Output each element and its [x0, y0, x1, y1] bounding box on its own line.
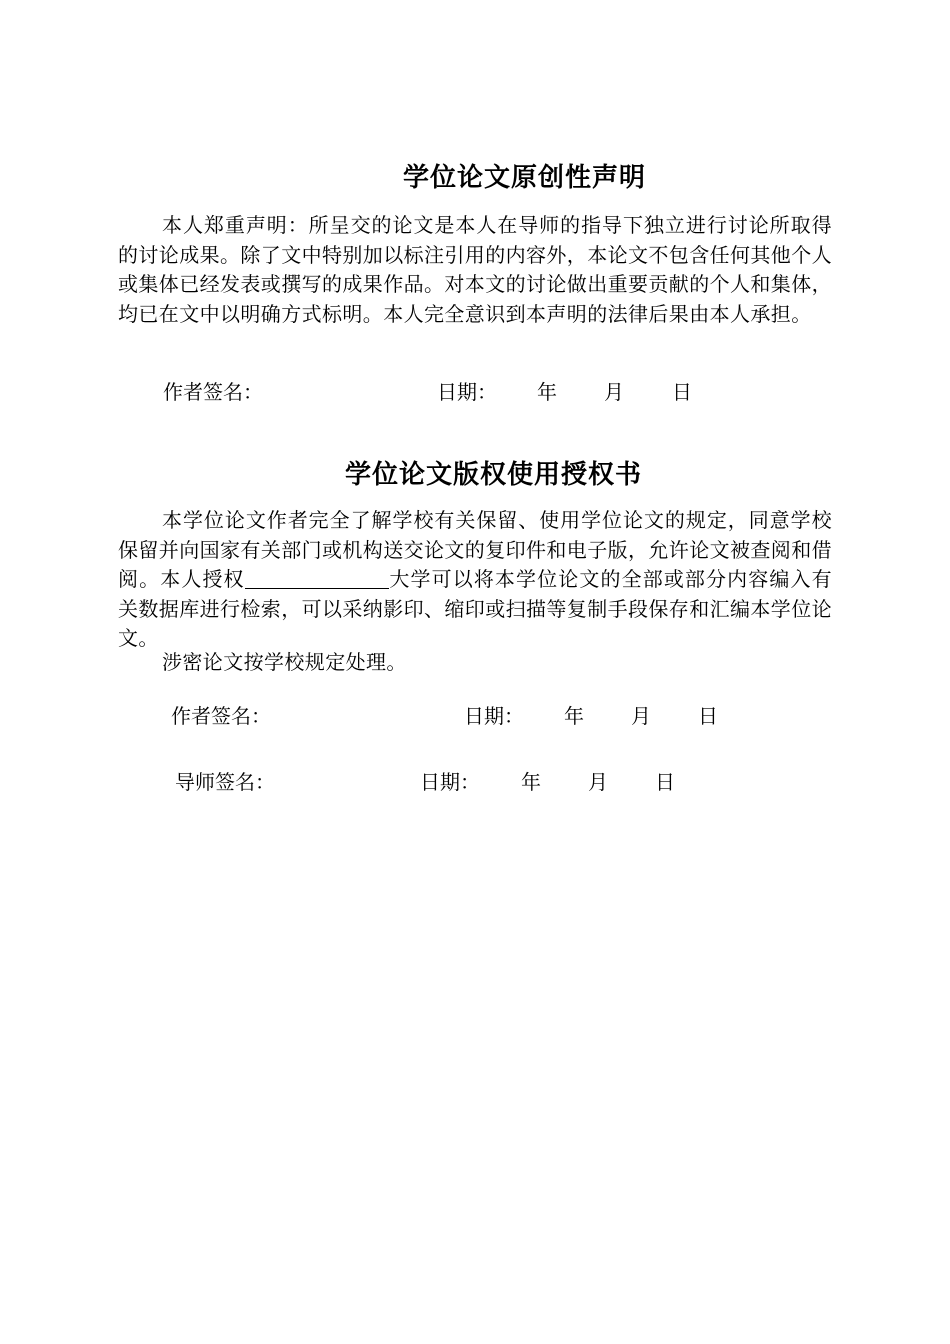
date-label: 日期： — [420, 770, 480, 794]
supervisor-signature-line — [0, 770, 950, 794]
university-name-blank[interactable] — [245, 568, 389, 589]
date-label: 日期： — [437, 380, 497, 404]
month-label: 月 — [631, 704, 651, 728]
confidential-note: 涉密论文按学校规定处理。 — [162, 650, 407, 674]
declaration-body: 本人郑重声明：所呈交的论文是本人在导师的指导下独立进行讨论所取得的讨论成果。除了文中特别加以标注引用的内容外，本论文不包含任何其他个人或集体已经发表或撰写的成果作品。对本文的讨论做出重要贡献的个人和集体，均已在文中以明确方式标明。本人完全意识到本声明的法律后果由本人承担。 — [118, 213, 832, 326]
authorization-body — [118, 506, 832, 654]
authorization-body-part2: 大学可以将本学位论文的全部或部分内容编入有关数据库进行检索，可以采纳影印、缩印或扫描等复制手段保存和汇编本学位论文。 — [118, 567, 832, 650]
year-label: 年 — [564, 704, 584, 728]
month-label: 月 — [588, 770, 608, 794]
date-label: 日期： — [464, 704, 524, 728]
month-label: 月 — [604, 380, 624, 404]
declaration-signature-line — [0, 380, 950, 404]
authorization-body-part1: 本学位论文作者完全了解学校有关保留、使用学位论文的规定，同意学校保留并向国家有关部门或机构送交论文的复印件和电子版，允许论文被查阅和借阅。本人授权 — [118, 508, 832, 591]
day-label: 日 — [672, 380, 692, 404]
day-label: 日 — [655, 770, 675, 794]
authorization-author-signature-line — [0, 704, 950, 728]
year-label: 年 — [521, 770, 541, 794]
author-signature-label: 作者签名： — [171, 704, 271, 728]
declaration-title: 学位论文原创性声明 — [403, 163, 647, 193]
authorization-title: 学位论文版权使用授权书 — [345, 460, 643, 490]
day-label: 日 — [698, 704, 718, 728]
year-label: 年 — [537, 380, 557, 404]
author-signature-label: 作者签名： — [163, 380, 263, 404]
supervisor-signature-label: 导师签名： — [175, 770, 275, 794]
